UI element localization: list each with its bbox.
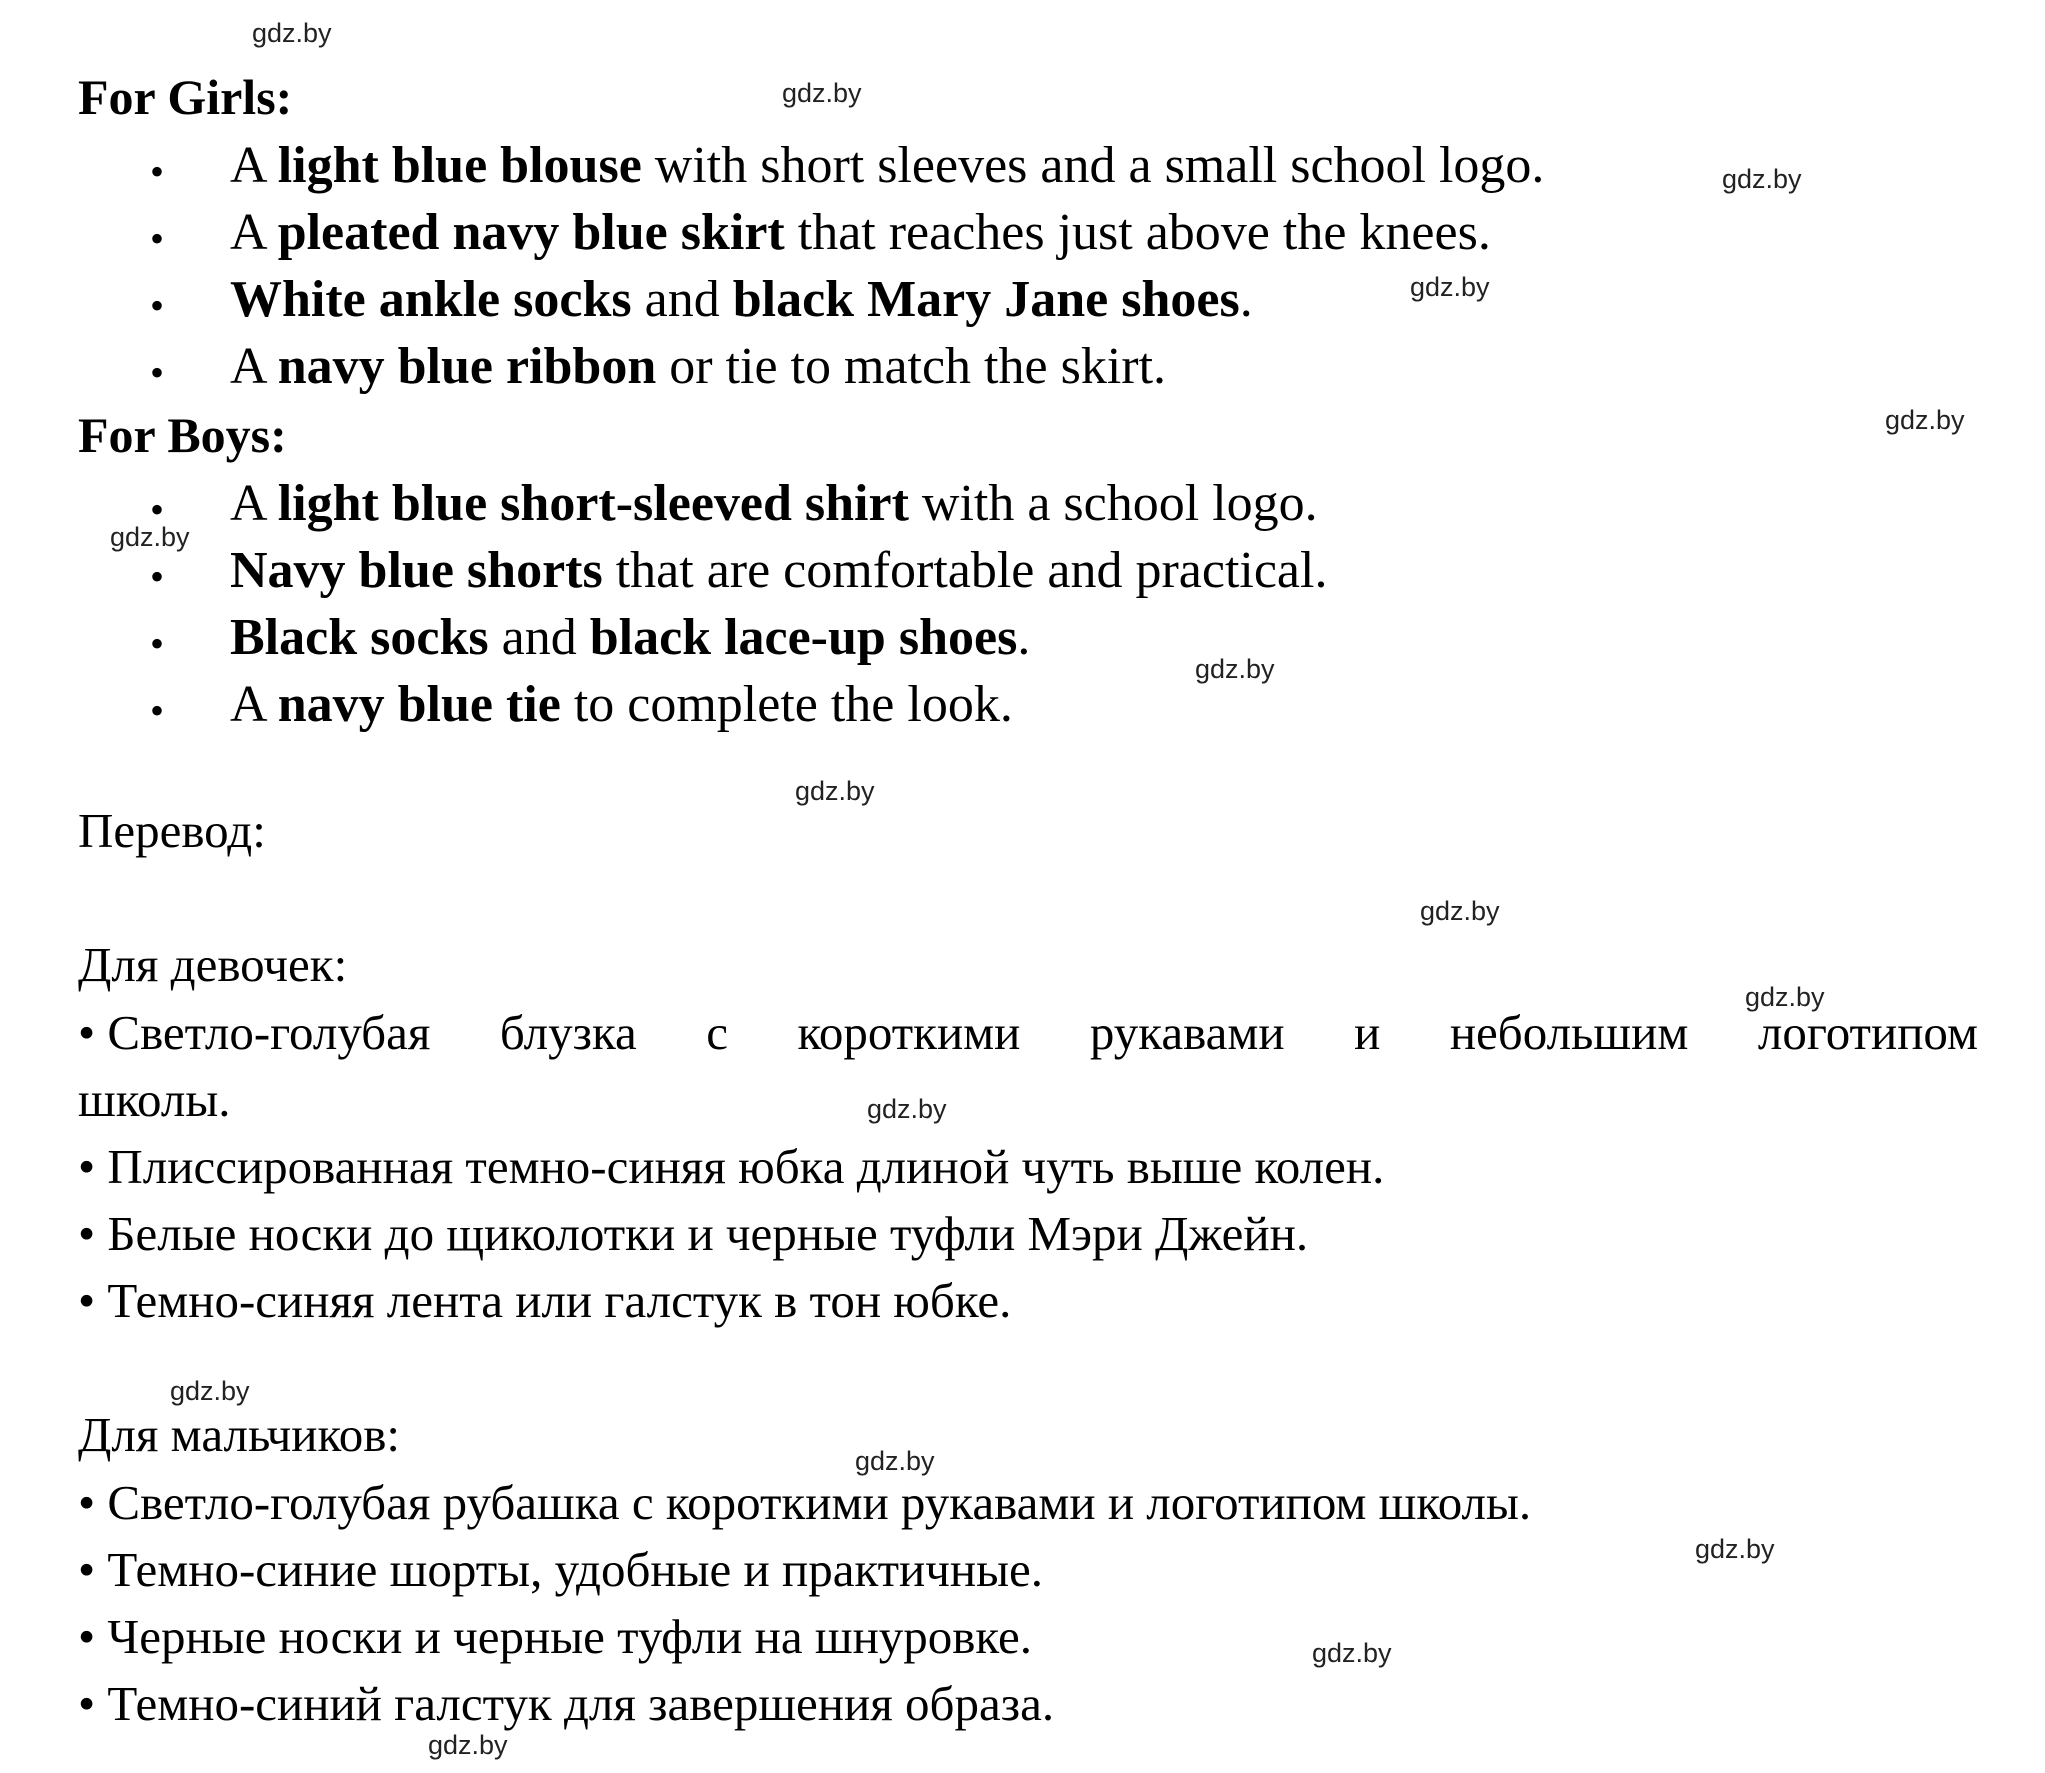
list-item: A light blue short-sleeved shirt with a school logo. bbox=[230, 475, 1318, 532]
bullet: • bbox=[150, 487, 165, 532]
watermark: gdz.by bbox=[252, 18, 332, 48]
list-item: • Светло-голубая блузка с короткими рукавами и небольшим логотипом bbox=[78, 1005, 1978, 1060]
bullet: • bbox=[150, 554, 165, 599]
list-item: • Светло-голубая рубашка с короткими рукавами и логотипом школы. bbox=[78, 1475, 1532, 1530]
watermark: gdz.by bbox=[110, 522, 190, 552]
watermark: gdz.by bbox=[1745, 982, 1825, 1012]
list-item: • Темно-синяя лента или галстук в тон юбке. bbox=[78, 1273, 1012, 1328]
translation-label: Перевод: bbox=[78, 803, 266, 858]
watermark: gdz.by bbox=[428, 1730, 508, 1760]
bullet: • bbox=[150, 283, 165, 328]
list-item: A navy blue ribbon or tie to match the skirt. bbox=[230, 338, 1167, 395]
list-item: • Темно-синие шорты, удобные и практичные. bbox=[78, 1542, 1044, 1597]
list-item: • Белые носки до щиколотки и черные туфли Мэри Джейн. bbox=[78, 1206, 1309, 1261]
bullet: • bbox=[150, 216, 165, 261]
bullet: • bbox=[150, 350, 165, 395]
girls-heading: For Girls: bbox=[78, 69, 293, 125]
list-item: White ankle socks and black Mary Jane shoes. bbox=[230, 271, 1253, 328]
boys-heading-ru: Для мальчиков: bbox=[78, 1407, 401, 1462]
watermark: gdz.by bbox=[1885, 405, 1965, 435]
list-item: Black socks and black lace-up shoes. bbox=[230, 609, 1031, 666]
bullet: • bbox=[150, 621, 165, 666]
list-item: A navy blue tie to complete the look. bbox=[230, 676, 1013, 733]
list-item: Navy blue shorts that are comfortable and practical. bbox=[230, 542, 1328, 599]
watermark: gdz.by bbox=[855, 1446, 935, 1476]
list-item: • Черные носки и черные туфли на шнуровке. bbox=[78, 1609, 1033, 1664]
watermark: gdz.by bbox=[1695, 1534, 1775, 1564]
watermark: gdz.by bbox=[1195, 654, 1275, 684]
bullet: • bbox=[150, 149, 165, 194]
bullet: • bbox=[150, 688, 165, 733]
watermark: gdz.by bbox=[1312, 1638, 1392, 1668]
list-item: • Плиссированная темно-синяя юбка длиной чуть выше колен. bbox=[78, 1139, 1385, 1194]
list-item-cont: школы. bbox=[78, 1072, 231, 1127]
watermark: gdz.by bbox=[1420, 896, 1500, 926]
girls-heading-ru: Для девочек: bbox=[78, 937, 348, 992]
watermark: gdz.by bbox=[170, 1376, 250, 1406]
watermark: gdz.by bbox=[867, 1094, 947, 1124]
list-item: A light blue blouse with short sleeves and a small school logo. bbox=[230, 137, 1545, 194]
watermark: gdz.by bbox=[782, 78, 862, 108]
boys-heading: For Boys: bbox=[78, 407, 287, 463]
watermark: gdz.by bbox=[795, 776, 875, 806]
list-item: • Темно-синий галстук для завершения образа. bbox=[78, 1676, 1055, 1731]
list-item: A pleated navy blue skirt that reaches just above the knees. bbox=[230, 204, 1491, 261]
watermark: gdz.by bbox=[1410, 272, 1490, 302]
watermark: gdz.by bbox=[1722, 164, 1802, 194]
